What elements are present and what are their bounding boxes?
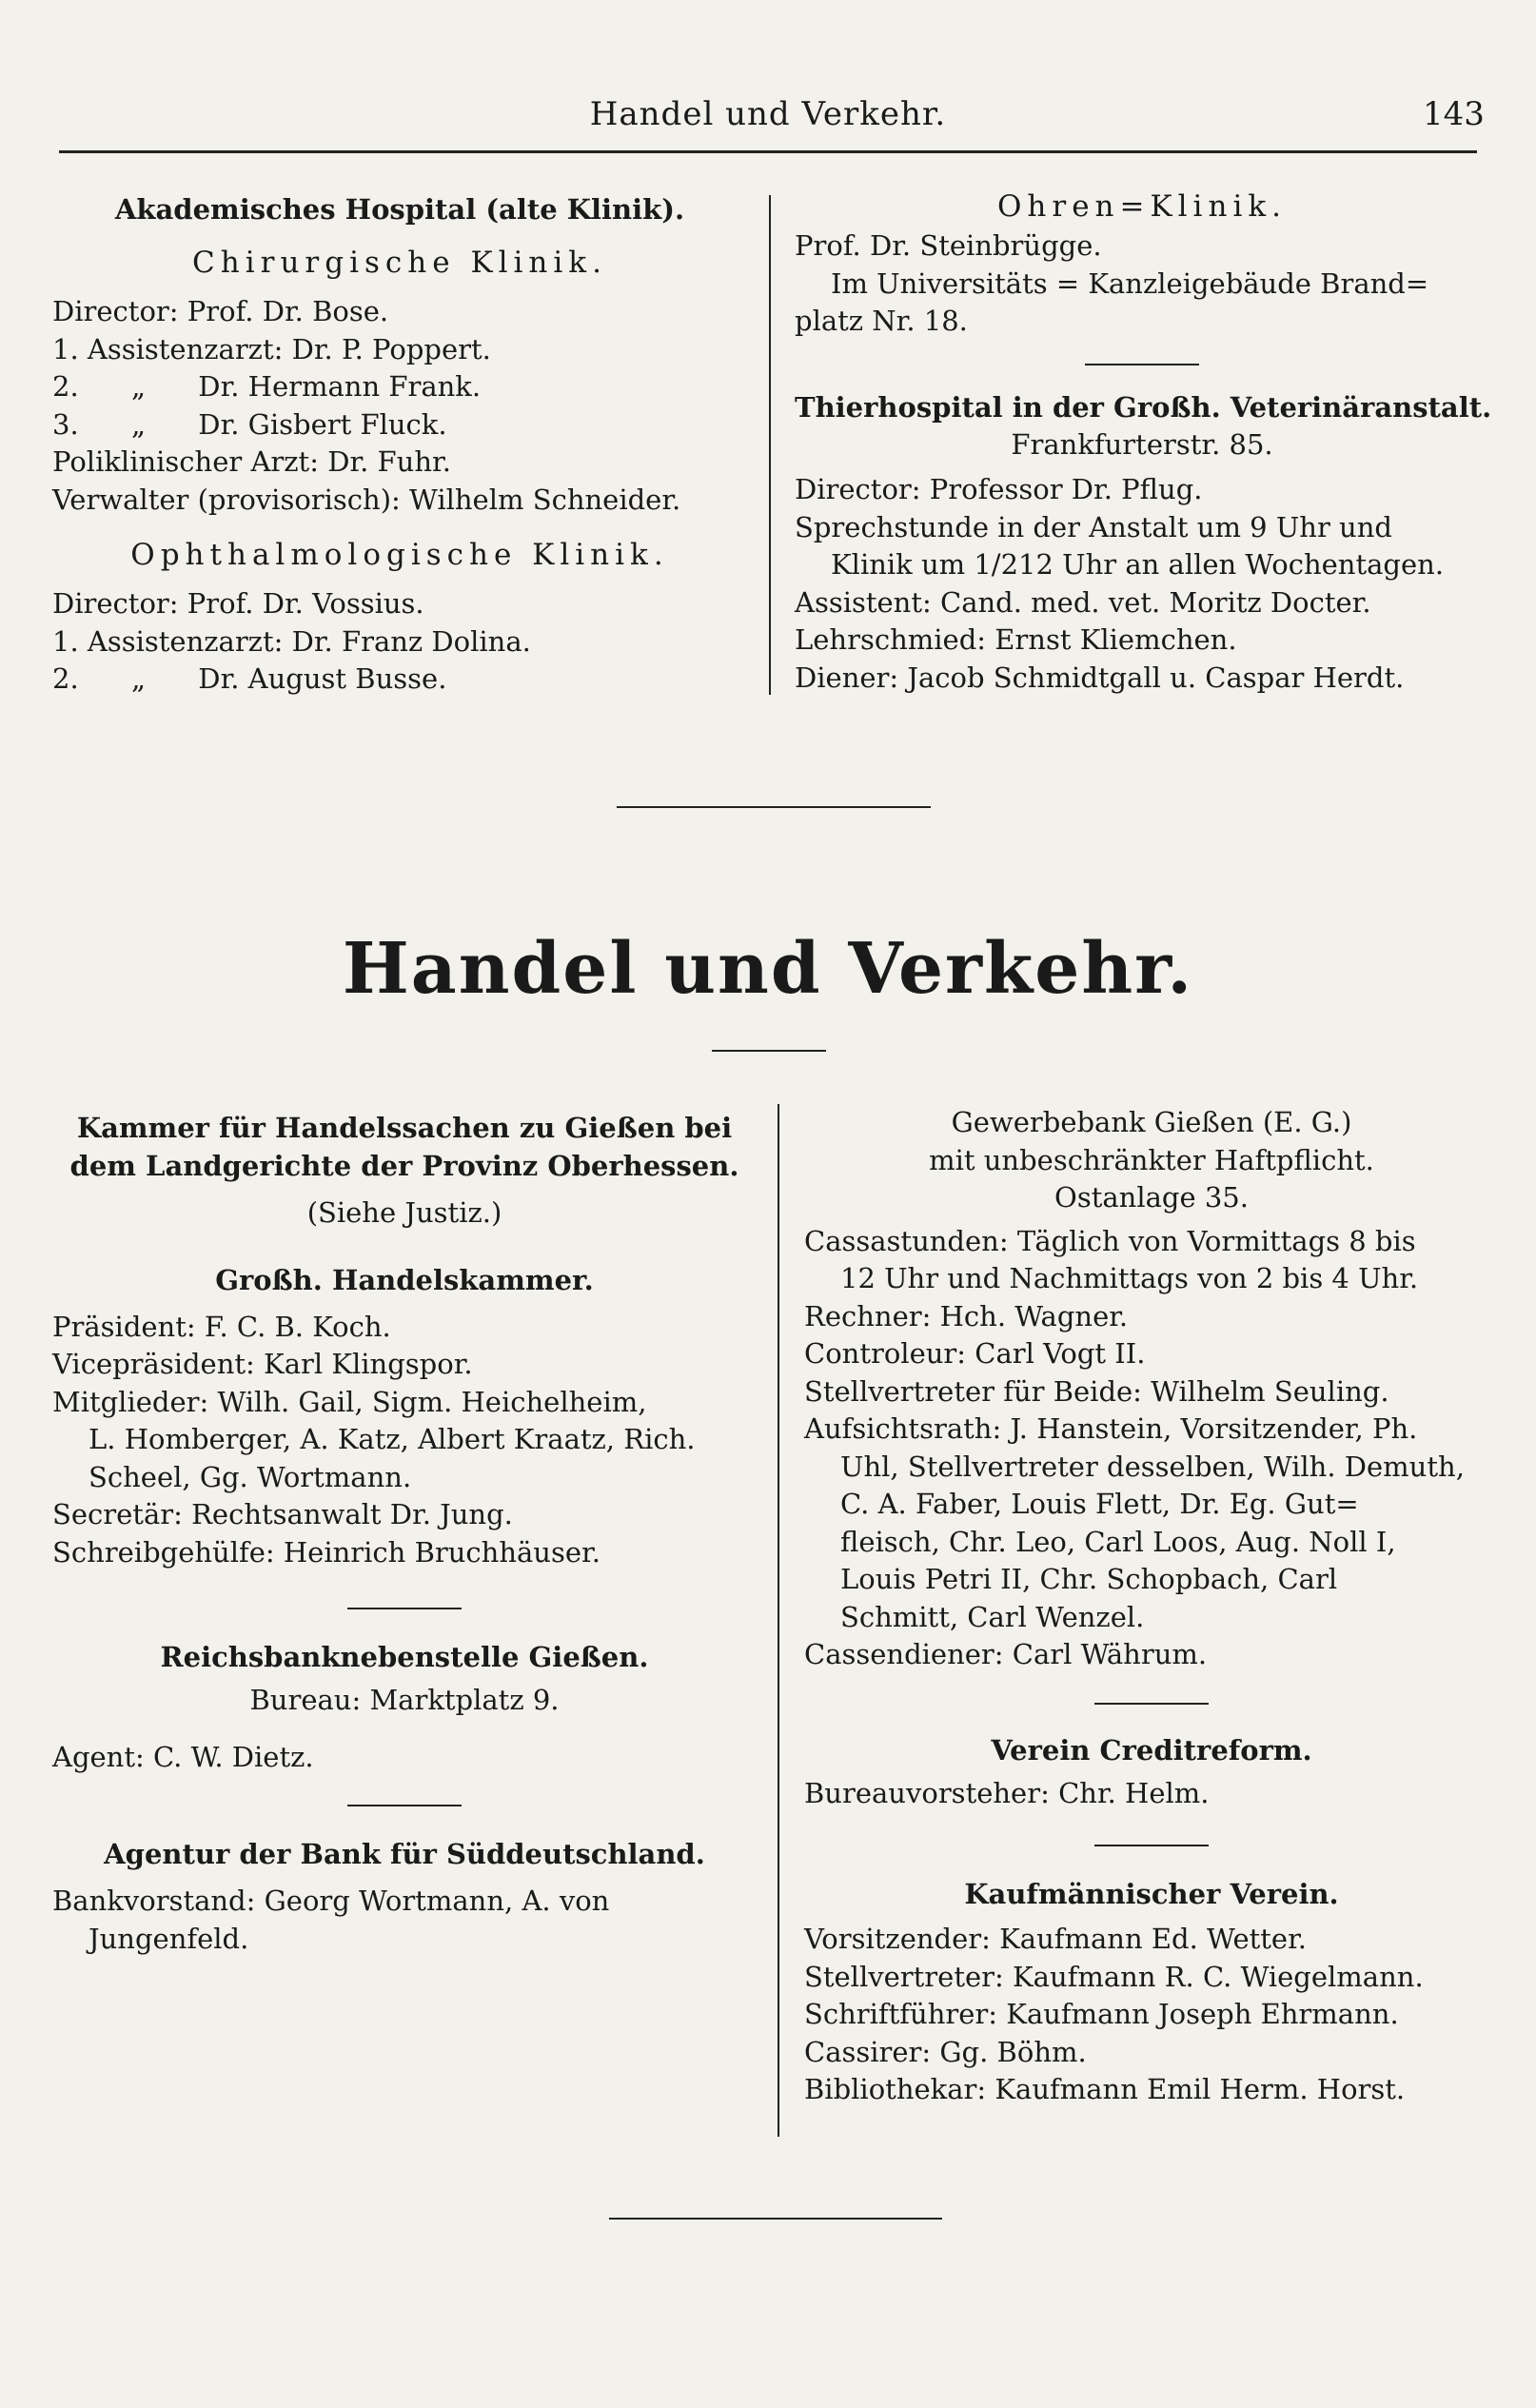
mid-rule	[617, 806, 931, 808]
title-underline	[712, 1050, 826, 1052]
section-rule	[1094, 1845, 1209, 1846]
oph-line: 2. „ Dr. August Busse.	[52, 662, 447, 695]
gb-line: Rechner: Hch. Wagner.	[804, 1299, 1129, 1332]
page-number: 143	[1423, 95, 1485, 133]
kammer-title: Kammer für Handelssachen zu Gießen bei	[76, 1112, 733, 1144]
top-right-column	[795, 186, 1492, 697]
agentur-line: Jungenfeld.	[89, 1922, 249, 1955]
bottom-left-column	[52, 1109, 757, 1958]
gewerbebank-subtitle: mit unbeschränkter Haftpflicht.	[929, 1143, 1374, 1176]
gb-line: C. A. Faber, Louis Flett, Dr. Eg. Gut=	[840, 1488, 1359, 1520]
chir-line: 2. „ Dr. Hermann Frank.	[52, 370, 482, 403]
gb-line: Uhl, Stellvertreter desselben, Wilh. Demuth,	[840, 1450, 1465, 1483]
hospital-title: Akademisches Hospital (alte Klinik).	[114, 193, 685, 226]
hk-line: Präsident: F. C. B. Koch.	[52, 1310, 391, 1343]
hk-line: Schreibgehülfe: Heinrich Bruchhäuser.	[52, 1535, 601, 1569]
handelskammer-title: Großh. Handelskammer.	[215, 1263, 594, 1296]
thierhospital-title: Thierhospital in der Großh. Veterinäranstalt.	[795, 390, 1492, 424]
gb-line: Cassastunden: Täglich von Vormittags 8 bis	[804, 1224, 1416, 1257]
hk-line: Mitglieder: Wilh. Gail, Sigm. Heichelheim,	[52, 1385, 647, 1418]
gb-line: Stellvertreter für Beide: Wilhelm Seuling.	[804, 1374, 1389, 1408]
kammer-title: dem Landgerichte der Provinz Oberhessen.	[69, 1150, 739, 1182]
ophthalmologische-klinik-title: Ophthalmologische Klinik.	[130, 538, 669, 572]
footer-rule	[609, 2218, 942, 2220]
kv-line: Vorsitzender: Kaufmann Ed. Wetter.	[804, 1923, 1307, 1955]
kv-line: Bibliothekar: Kaufmann Emil Herm. Horst.	[804, 2073, 1406, 2105]
gewerbebank-title: Gewerbebank Gießen (E. G.)	[951, 1106, 1352, 1138]
chir-line: 1. Assistenzarzt: Dr. P. Poppert.	[52, 332, 491, 365]
oph-line: Director: Prof. Dr. Vossius.	[52, 587, 424, 620]
thierhospital-address: Frankfurterstr. 85.	[1011, 427, 1273, 461]
gb-line: Aufsichtsrath: J. Hanstein, Vorsitzender, Ph.	[804, 1412, 1418, 1445]
tier-line: Sprechstunde in der Anstalt um 9 Uhr und	[795, 510, 1392, 543]
ohren-line: Im Universitäts = Kanzleigebäude Brand=	[831, 266, 1429, 300]
gb-line: fleisch, Chr. Leo, Carl Loos, Aug. Noll I,	[840, 1525, 1396, 1558]
chir-line: 3. „ Dr. Gisbert Fluck.	[52, 407, 447, 441]
gb-line: 12 Uhr und Nachmittags von 2 bis 4 Uhr.	[840, 1262, 1419, 1294]
oph-line: 1. Assistenzarzt: Dr. Franz Dolina.	[52, 624, 531, 658]
chir-line: Verwalter (provisorisch): Wilhelm Schneider.	[52, 483, 681, 516]
reichsbank-bureau: Bureau: Marktplatz 9.	[249, 1684, 560, 1716]
main-title: Handel und Verkehr.	[342, 928, 1194, 1010]
running-title: Handel und Verkehr.	[589, 95, 947, 133]
kaufmaennischer-verein-title: Kaufmännischer Verein.	[964, 1878, 1339, 1910]
tier-line: Assistent: Cand. med. vet. Moritz Docter.	[795, 585, 1371, 619]
hk-line: Vicepräsident: Karl Klingspor.	[52, 1348, 473, 1380]
ohren-line: platz Nr. 18.	[795, 305, 968, 337]
hk-line: L. Homberger, A. Katz, Albert Kraatz, Rich.	[89, 1423, 696, 1455]
hk-line: Scheel, Gg. Wortmann.	[89, 1460, 412, 1493]
reichsbank-agent: Agent: C. W. Dietz.	[52, 1740, 314, 1773]
ohren-line: Prof. Dr. Steinbrügge.	[795, 229, 1102, 262]
section-rule	[1094, 1703, 1209, 1705]
tier-line: Lehrschmied: Ernst Kliemchen.	[795, 623, 1237, 656]
tier-line: Klinik um 1/212 Uhr an allen Wochentagen.	[831, 548, 1445, 581]
kv-line: Cassirer: Gg. Böhm.	[804, 2035, 1087, 2068]
bottom-column-divider	[778, 1104, 779, 2137]
agentur-line: Bankvorstand: Georg Wortmann, A. von	[52, 1885, 610, 1917]
top-column-divider	[769, 195, 771, 695]
creditreform-line: Bureauvorsteher: Chr. Helm.	[804, 1776, 1210, 1809]
chir-line: Director: Prof. Dr. Bose.	[52, 295, 389, 327]
hk-line: Secretär: Rechtsanwalt Dr. Jung.	[52, 1498, 513, 1530]
gb-line: Controleur: Carl Vogt II.	[804, 1337, 1146, 1370]
tier-line: Director: Professor Dr. Pflug.	[795, 473, 1203, 505]
gb-line: Cassendiener: Carl Währum.	[804, 1638, 1208, 1670]
tier-line: Diener: Jacob Schmidtgall u. Caspar Herdt.	[795, 661, 1405, 694]
kv-line: Schriftführer: Kaufmann Joseph Ehrmann.	[804, 1998, 1399, 2030]
chirurgische-klinik-title: Chirurgische Klinik.	[192, 246, 607, 280]
ohren-klinik-title: Ohren=Klinik.	[997, 189, 1287, 224]
top-left-column	[52, 190, 747, 699]
agentur-title: Agentur der Bank für Süddeutschland.	[104, 1838, 705, 1870]
creditreform-title: Verein Creditreform.	[991, 1733, 1312, 1767]
kv-line: Stellvertreter: Kaufmann R. C. Wiegelmann.	[804, 1960, 1424, 1993]
reichsbank-title: Reichsbanknebenstelle Gießen.	[160, 1641, 649, 1673]
chir-line: Poliklinischer Arzt: Dr. Fuhr.	[52, 445, 451, 478]
section-rule	[1085, 364, 1199, 365]
header-rule	[59, 150, 1477, 153]
kammer-note: (Siehe Justiz.)	[306, 1196, 502, 1229]
gb-line: Louis Petri II, Chr. Schopbach, Carl	[840, 1563, 1338, 1595]
section-rule	[347, 1805, 462, 1806]
gewerbebank-address: Ostanlage 35.	[1054, 1181, 1249, 1214]
gb-line: Schmitt, Carl Wenzel.	[840, 1600, 1145, 1633]
bottom-right-column	[804, 1104, 1499, 2109]
section-rule	[347, 1608, 462, 1609]
